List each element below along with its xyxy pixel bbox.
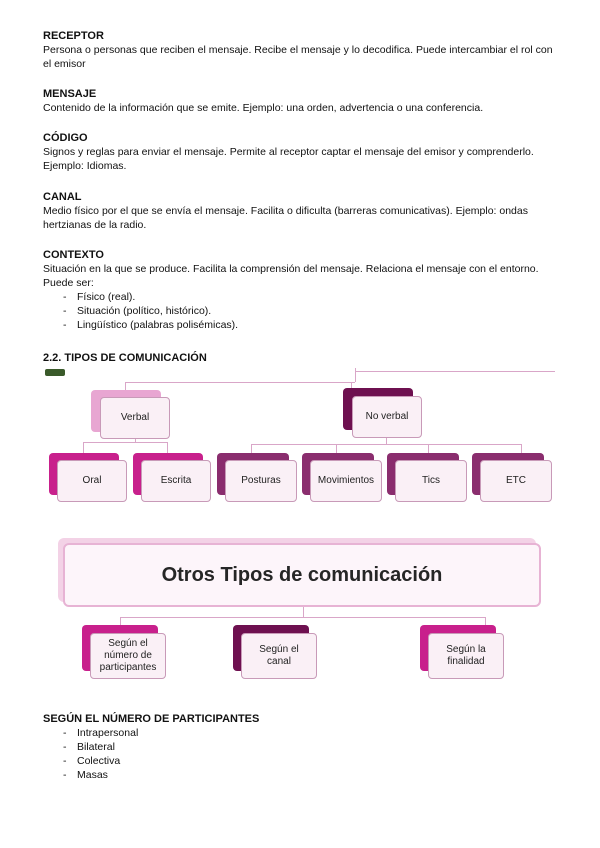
connector-line <box>386 438 387 444</box>
small-image-icon <box>45 369 65 376</box>
receptor-body: Persona o personas que reciben el mensaje. Recibe el mensaje y lo decodifica. Puede intercambiar el rol con el emisor <box>43 44 553 70</box>
finalidad-box: Según la finalidad <box>428 633 504 679</box>
canal-heading: CANAL <box>43 191 82 203</box>
canal-section <box>43 190 563 232</box>
list-item: - Situación (político, histórico). <box>43 304 563 318</box>
connector-line <box>135 439 136 443</box>
oral-box: Oral <box>57 460 127 502</box>
canal-box: Según el canal <box>241 633 317 679</box>
list-item: - Bilateral <box>43 740 563 754</box>
no-verbal-box: No verbal <box>352 396 422 438</box>
etc-box: ETC <box>480 460 552 502</box>
contexto-list <box>43 290 563 332</box>
canal-body: Medio físico por el que se envía el mensaje. Facilita o dificulta (barreras comunicativas). Ejemplo: ondas hertzianas de la radio. <box>43 205 528 231</box>
participantes-box: Según el número de participantes <box>90 633 166 679</box>
contexto-section <box>43 248 563 332</box>
receptor-heading: RECEPTOR <box>43 30 104 42</box>
contexto-body: Situación en la que se produce. Facilita la comprensión del mensaje. Relaciona el mensaje con el entorno. Puede ser: <box>43 263 539 289</box>
list-item: - Lingüístico (palabras polisémicas). <box>43 318 563 332</box>
participantes-heading: SEGÚN EL NÚMERO DE PARTICIPANTES <box>43 713 260 725</box>
contexto-heading: CONTEXTO <box>43 249 104 261</box>
otros-tipos-diagram <box>43 530 558 695</box>
connector-line <box>251 444 521 445</box>
list-item: - Masas <box>43 768 563 782</box>
mensaje-section <box>43 87 563 115</box>
verbal-box: Verbal <box>100 397 170 439</box>
tipos-heading: 2.2. TIPOS DE COMUNICACIÓN <box>43 352 207 364</box>
otros-tipos-title: Otros Tipos de comunicación <box>63 543 541 607</box>
codigo-section <box>43 131 563 173</box>
mensaje-body: Contenido de la información que se emite. Ejemplo: una orden, advertencia o una conferencia. <box>43 102 484 114</box>
connector-line <box>355 371 555 372</box>
posturas-box: Posturas <box>225 460 297 502</box>
list-item: - Físico (real). <box>43 290 563 304</box>
connector-line <box>120 617 485 618</box>
connector-line <box>83 442 167 443</box>
movimientos-box: Movimientos <box>310 460 382 502</box>
list-item: - Colectiva <box>43 754 563 768</box>
connector-line <box>303 607 304 617</box>
mensaje-heading: MENSAJE <box>43 88 97 100</box>
connector-line <box>125 382 355 383</box>
tipos-diagram <box>43 366 558 518</box>
tics-box: Tics <box>395 460 467 502</box>
receptor-section <box>43 29 563 71</box>
codigo-body: Signos y reglas para enviar el mensaje. Permite al receptor captar el mensaje del emisor y comprenderlo. Ejemplo: Idiomas. <box>43 146 534 172</box>
participantes-section <box>43 712 563 782</box>
escrita-box: Escrita <box>141 460 211 502</box>
list-item: - Intrapersonal <box>43 726 563 740</box>
codigo-heading: CÓDIGO <box>43 132 88 144</box>
tipos-section <box>43 351 563 365</box>
participantes-list <box>43 726 563 782</box>
